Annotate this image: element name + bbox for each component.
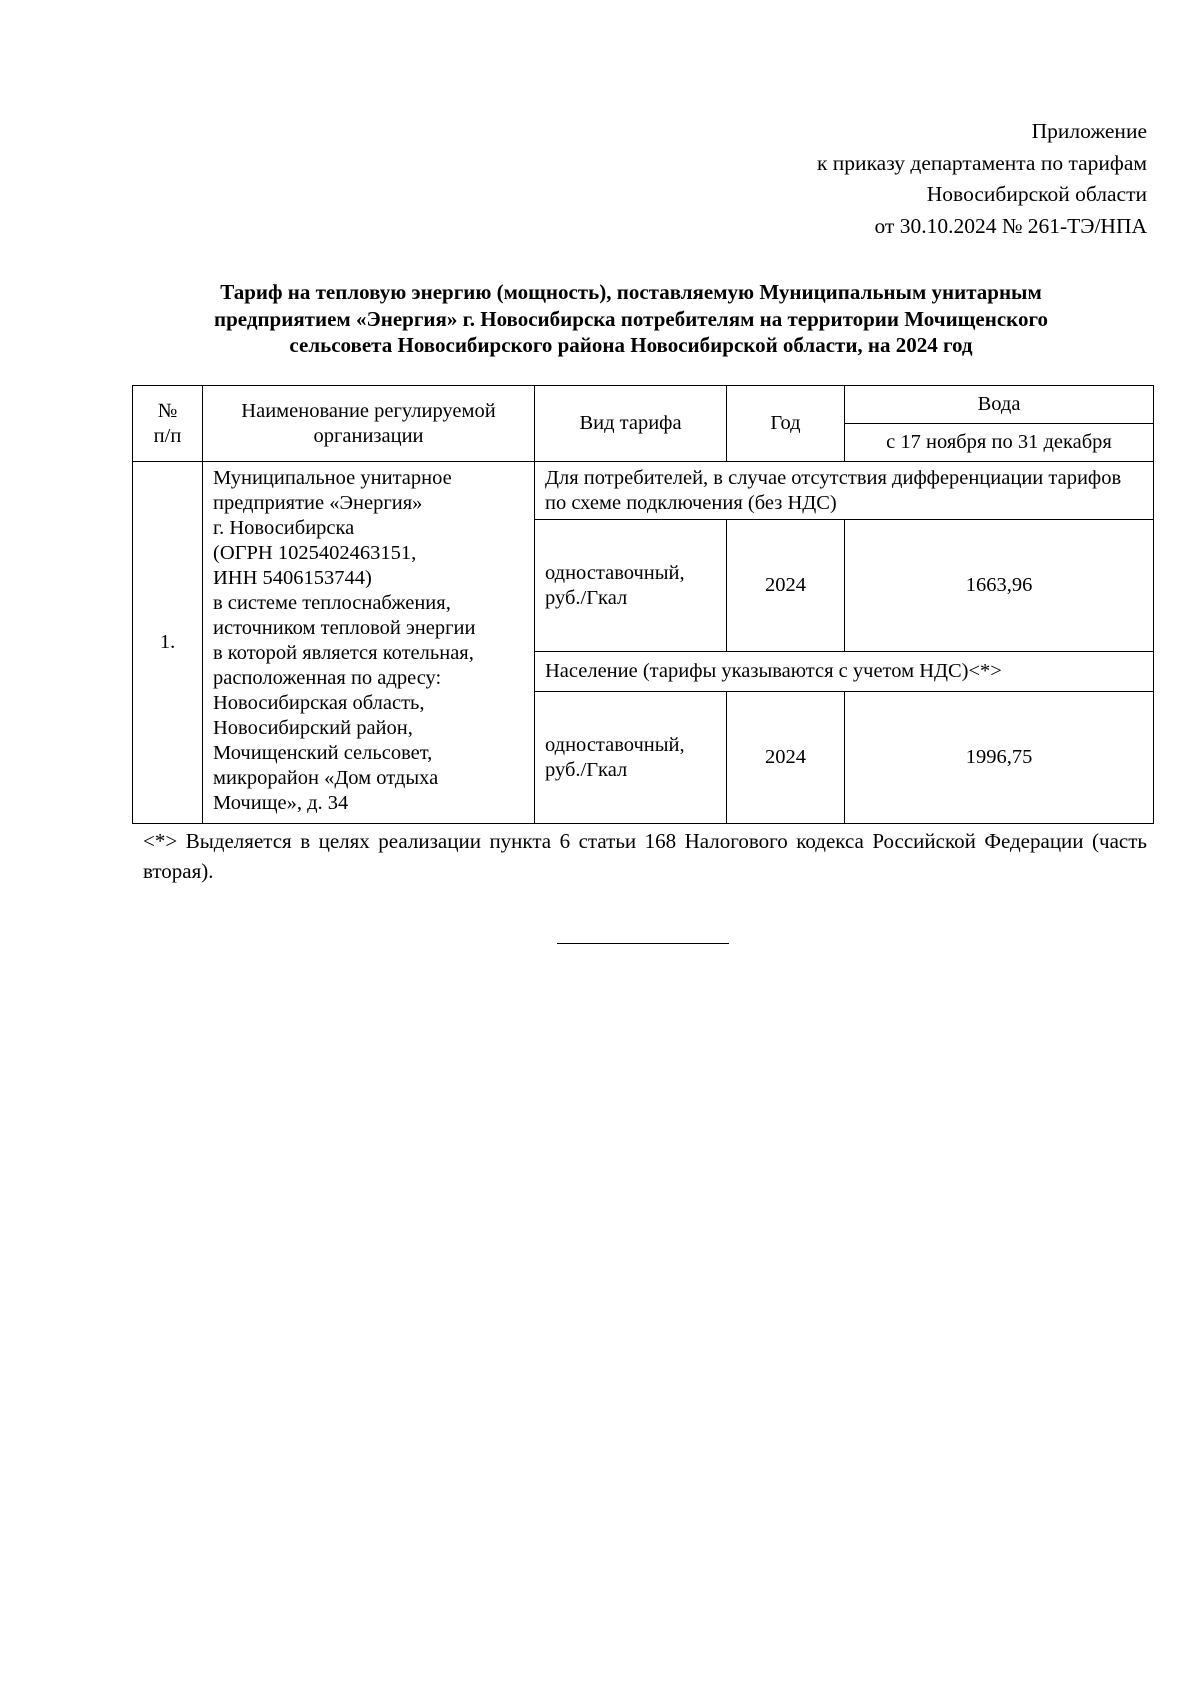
organization-cell: Муниципальное унитарное предприятие «Энергия» г. Новосибирска (ОГРН 1025402463151, ИНН 5406153744) в системе теплоснабжения, источником тепловой энергии в которой является котельная, расположенная по адресу: Новосибирская область, Новосибирский район, Мочищенский сельсовет, микрорайон «Дом отдыха Мочище», д. 34 bbox=[203, 462, 535, 824]
header-tariff-type: Вид тарифа bbox=[535, 386, 727, 462]
category-label: Население (тарифы указываются с учетом НДС)<*> bbox=[535, 652, 1154, 692]
tariff-table bbox=[132, 385, 1154, 824]
appendix-order-ref: к приказу департамента по тарифам bbox=[816, 150, 1147, 175]
header-year: Год bbox=[727, 386, 845, 462]
tariff-type-cell: одноставочный, руб./Гкал bbox=[535, 692, 727, 824]
footnote: <*> Выделяется в целях реализации пункта 6 статьи 168 Налогового кодекса Российской Федерации (часть вторая). bbox=[143, 829, 1147, 883]
row-number: 1. bbox=[133, 462, 203, 824]
appendix-order-date-number: от 30.10.2024 № 261-ТЭ/НПА bbox=[874, 213, 1147, 238]
header-water: Вода bbox=[845, 386, 1154, 424]
table-row bbox=[133, 462, 1154, 520]
appendix-region: Новосибирской области bbox=[926, 182, 1147, 206]
tariff-value-cell: 1996,75 bbox=[845, 692, 1154, 824]
header-org: Наименование регулируемой организации bbox=[203, 386, 535, 462]
document-title bbox=[128, 279, 1134, 359]
title-line: Тариф на тепловую энергию (мощность), поставляемую Муниципальным унитарным bbox=[220, 280, 1042, 304]
title-line: предприятием «Энергия» г. Новосибирска потребителям на территории Мочищенского bbox=[214, 306, 1048, 331]
tariff-value-cell: 1663,96 bbox=[845, 520, 1154, 652]
table-header-row bbox=[133, 386, 1154, 424]
appendix-header bbox=[817, 116, 1147, 242]
tariff-type-cell: одноставочный, руб./Гкал bbox=[535, 520, 727, 652]
header-num: № п/п bbox=[133, 386, 203, 462]
year-cell: 2024 bbox=[727, 520, 845, 652]
category-label: Для потребителей, в случае отсутствия дифференциации тарифов по схеме подключения (без НДС) bbox=[535, 462, 1154, 520]
year-cell: 2024 bbox=[727, 692, 845, 824]
appendix-title: Приложение bbox=[1031, 119, 1147, 143]
title-line: сельсовета Новосибирского района Новосибирской области, на 2024 год bbox=[289, 333, 973, 357]
header-period: с 17 ноября по 31 декабря bbox=[845, 424, 1154, 462]
closing-divider bbox=[557, 943, 729, 944]
